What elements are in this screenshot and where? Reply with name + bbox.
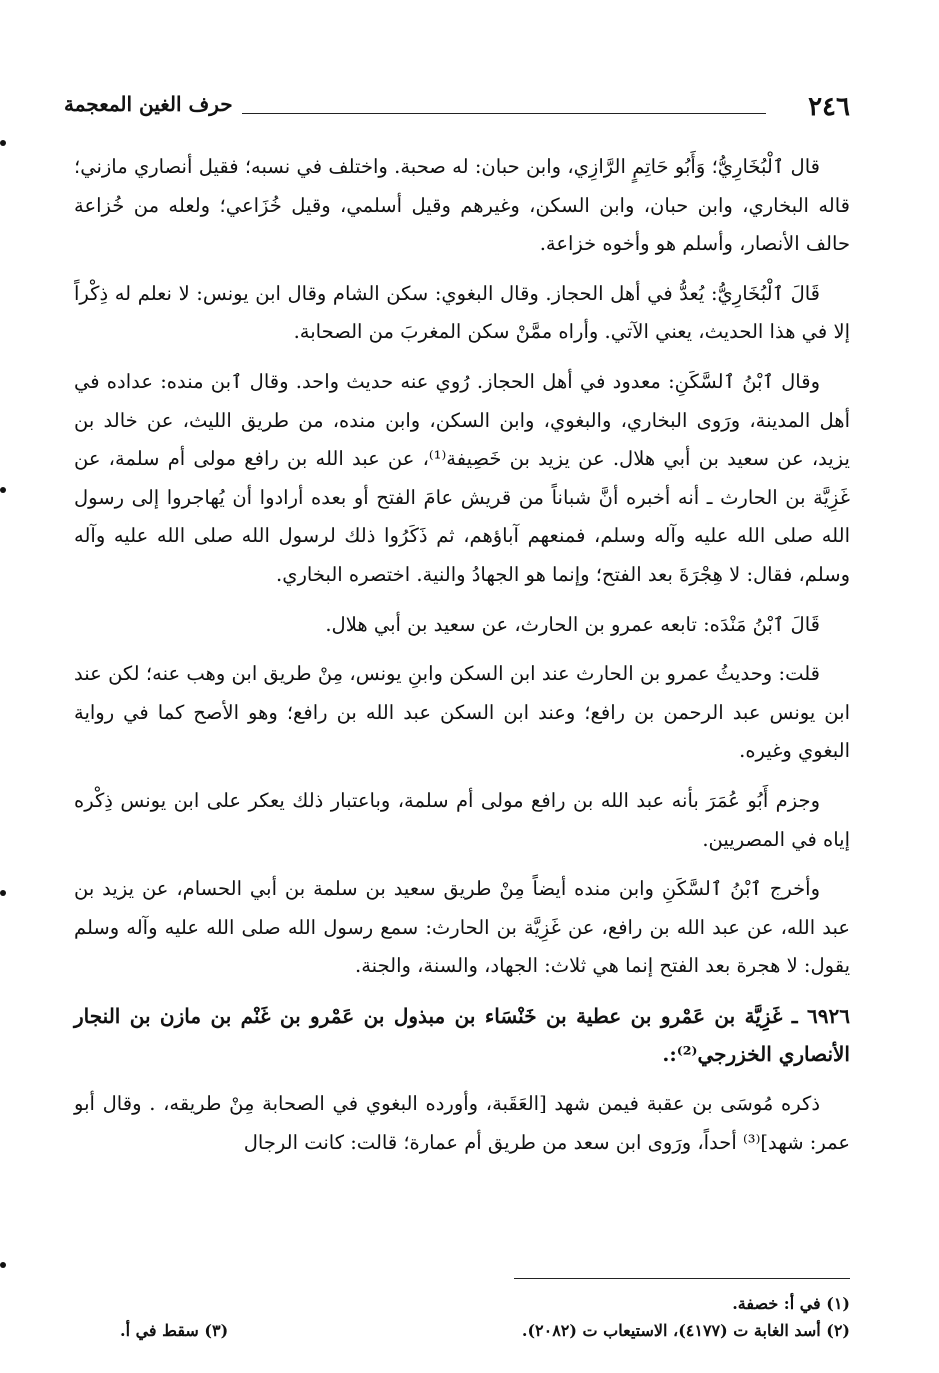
header-rule (242, 113, 766, 114)
page-body (74, 148, 850, 1173)
margin-mark (0, 890, 6, 896)
paragraph: وجزم أَبُو عُمَرَ بأنه عبد الله بن رافع مولى أم سلمة، وباعتبار ذلك يعكر على ابن يونس ذِكْره إياه في المصريين. (74, 788, 850, 851)
footnote-1: (١) في أ: خصفة. (732, 1294, 850, 1313)
footnote-3: (٣) سقط في أ. (120, 1321, 229, 1340)
paragraph: قال ٱلْبُخَارِيُّ؛ وَأَبُو حَاتِمٍ الرَّازِي، وابن حبان: له صحبة. واختلف في نسبه؛ فقيل أنصاري مازني؛ قاله البخاري، وابن حبان، وابن السكن، وغيرهم وقيل أسلمي، وقيل خُزَاعي؛ ولعله من خُزاعة حالف الأنصار، وأسلم هو وأخوه خزاعة. (74, 155, 850, 256)
footnotes (120, 1290, 850, 1344)
footnote-rule (514, 1278, 850, 1279)
footnote-row (120, 1317, 850, 1344)
page-number: ٢٤٦ (808, 92, 850, 122)
paragraph: وقال ٱبْنُ ٱلسَّكَنِ: معدود في أهل الحجاز. رُوي عنه حديث واحد. وقال ٱبن منده: عداده في أهل المدينة، ورَوى البخاري، والبغوي، وابن السكن، وابن منده، من طريق الليث، عن خالد بن يزيد، عن سعيد بن أبي هلال. عن يزيد بن خَصِيفة⁽¹⁾، عن عبد الله بن رافع مولى أم سلمة، عن غَزِيَّة بن الحارث ـ أنه أخبره أنَّ شباناً من قريش عامَ الفتح أو بعده أرادوا أن يُهاجروا إلى رسول الله صلى الله عليه وآله وسلم، فمنعهم آباؤهم، ثم ذَكَرُوا ذلك لرسول الله صلى الله عليه وآله وسلم، فقال: لا هِجْرَةَ بعد الفتح؛ وإنما هو الجهادُ والنية. اختصره البخاري. (74, 369, 850, 586)
paragraph: قلت: وحديثُ عمرو بن الحارث عند ابن السكن وابنِ يونس، مِنْ طريق ابن وهب عنه؛ لكن عند ابن يونس عبد الرحمن بن رافع؛ وعند ابن السكن عبد الله بن رافع؛ وهو الأصح كما في رواية البغوي وغيره. (74, 662, 850, 763)
margin-mark (0, 487, 6, 493)
paragraph: ذكره مُوسَى بن عقبة فيمن شهد [العَقَبة، وأورده البغوي في الصحابة مِنْ طريقه، . وقال أبو عمر: شهد]⁽³⁾ أحداً، ورَوى ابن سعد من طريق أم عمارة؛ قالت: كانت الرجال (74, 1092, 850, 1154)
running-title: حرف الغين المعجمة (64, 92, 233, 116)
margin-mark (0, 1262, 6, 1268)
paragraph: وأخرج ٱبْنُ ٱلسَّكَنِ وابن منده أيضاً مِنْ طريق سعيد بن سلمة بن أبي الحسام، عن يزيد بن عبد الله، عن عبد الله بن رافع، عن غَزِيَّة بن الحارث: سمع رسول الله صلى الله عليه وآله وسلم يقول: لا هجرة بعد الفتح إنما هي ثلاث: الجهاد، والسنة، والجنة. (74, 877, 850, 978)
margin-mark (0, 140, 6, 146)
entry-heading: ٦٩٢٦ ـ غَزِيَّة بن عَمْرو بن عطية بن خَنْسَاء بن مبذول بن عَمْرو بن غَنْم بن مازن بن النجار الأنصاري الخزرجي⁽²⁾:. (74, 1003, 850, 1067)
paragraph: قَالَ ٱبْنُ مَنْدَه: تابعه عمرو بن الحارث، عن سعيد بن أبي هلال. (325, 612, 820, 636)
page-header (64, 86, 850, 126)
paragraph: قَالَ ٱلْبُخَارِيُّ: يُعدُّ في أهل الحجاز. وقال البغوي: سكن الشام وقال ابن يونس: لا نعلم له ذِكْراً إلا في هذا الحديث، يعني الآتي. وأراه ممَّنْ سكن المغربَ من الصحابة. (74, 281, 850, 344)
footnote-2: (٢) أسد الغابة ت (٤١٧٧)، الاستيعاب ت (٢٠٨٢). (521, 1321, 850, 1340)
